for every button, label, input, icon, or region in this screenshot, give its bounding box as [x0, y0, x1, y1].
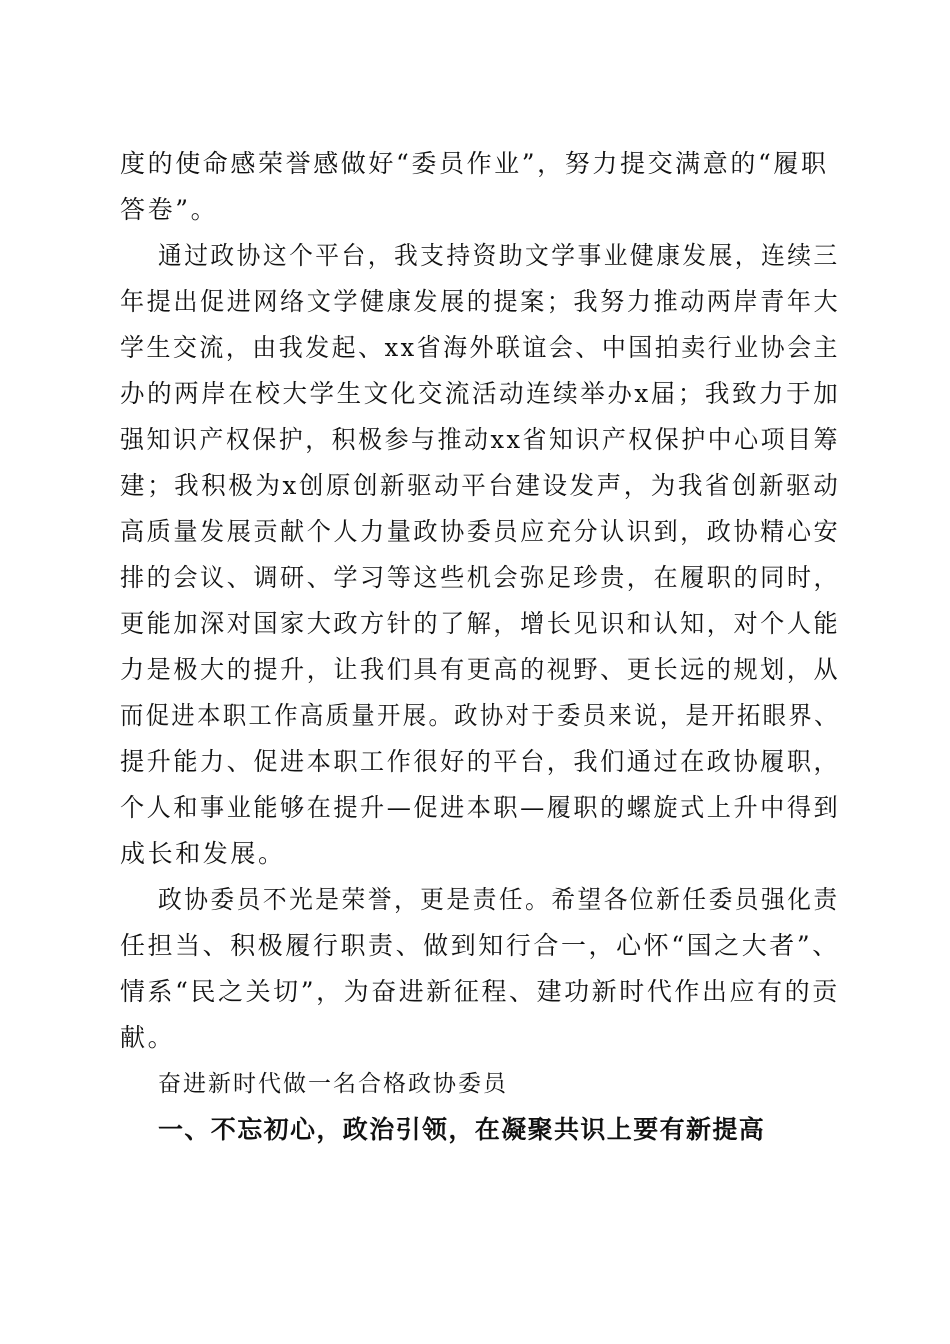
paragraph-line: 政协委员不光是荣誉，更是责任。希望各位新任委员强化责 [158, 885, 840, 914]
paragraph-line: 度的使命感荣誉感做好“委员作业”，努力提交满意的“履职 [120, 149, 829, 178]
paragraph-line: 成长和发展。 [120, 839, 286, 868]
paragraph-line: 力是极大的提升，让我们具有更高的视野、更长远的规划，从 [120, 655, 841, 684]
paragraph-line: 情系“民之关切”，为奋进新征程、建功新时代作出应有的贡 [120, 977, 840, 1006]
paragraph-line: 提升能力、促进本职工作很好的平台，我们通过在政协履职， [120, 747, 841, 776]
paragraph-line: 建；我积极为x创原创新驱动平台建设发声，为我省创新驱动 [120, 471, 841, 500]
paragraph-line: 办的两岸在校大学生文化交流活动连续举办x届；我致力于加 [120, 379, 841, 408]
paragraph-line: 高质量发展贡献个人力量政协委员应充分认识到，政协精心安 [120, 517, 841, 546]
paragraph-line: 个人和事业能够在提升—促进本职—履职的螺旋式上升中得到 [120, 793, 841, 822]
section-subtitle: 奋进新时代做一名合格政协委员 [158, 1071, 508, 1097]
paragraph-line: 献。 [120, 1023, 176, 1052]
section-heading: 一、不忘初心，政治引领，在凝聚共识上要有新提高 [158, 1115, 766, 1144]
paragraph-line: 答卷”。 [120, 195, 219, 224]
paragraph-line: 年提出促进网络文学健康发展的提案；我努力推动两岸青年大 [120, 287, 841, 316]
paragraph-line: 通过政协这个平台，我支持资助文学事业健康发展，连续三 [158, 241, 840, 270]
paragraph-line: 任担当、积极履行职责、做到知行合一，心怀“国之大者”、 [120, 931, 840, 960]
paragraph-line: 排的会议、调研、学习等这些机会弥足珍贵，在履职的同时， [120, 563, 841, 592]
paragraph-line: 而促进本职工作高质量开展。政协对于委员来说，是开拓眼界、 [120, 701, 840, 730]
paragraph-line: 学生交流，由我发起、xx省海外联谊会、中国拍卖行业协会主 [120, 333, 840, 362]
paragraph-line: 更能加深对国家大政方针的了解，增长见识和认知，对个人能 [120, 609, 841, 638]
paragraph-line: 强知识产权保护，积极参与推动xx省知识产权保护中心项目筹 [120, 425, 840, 454]
